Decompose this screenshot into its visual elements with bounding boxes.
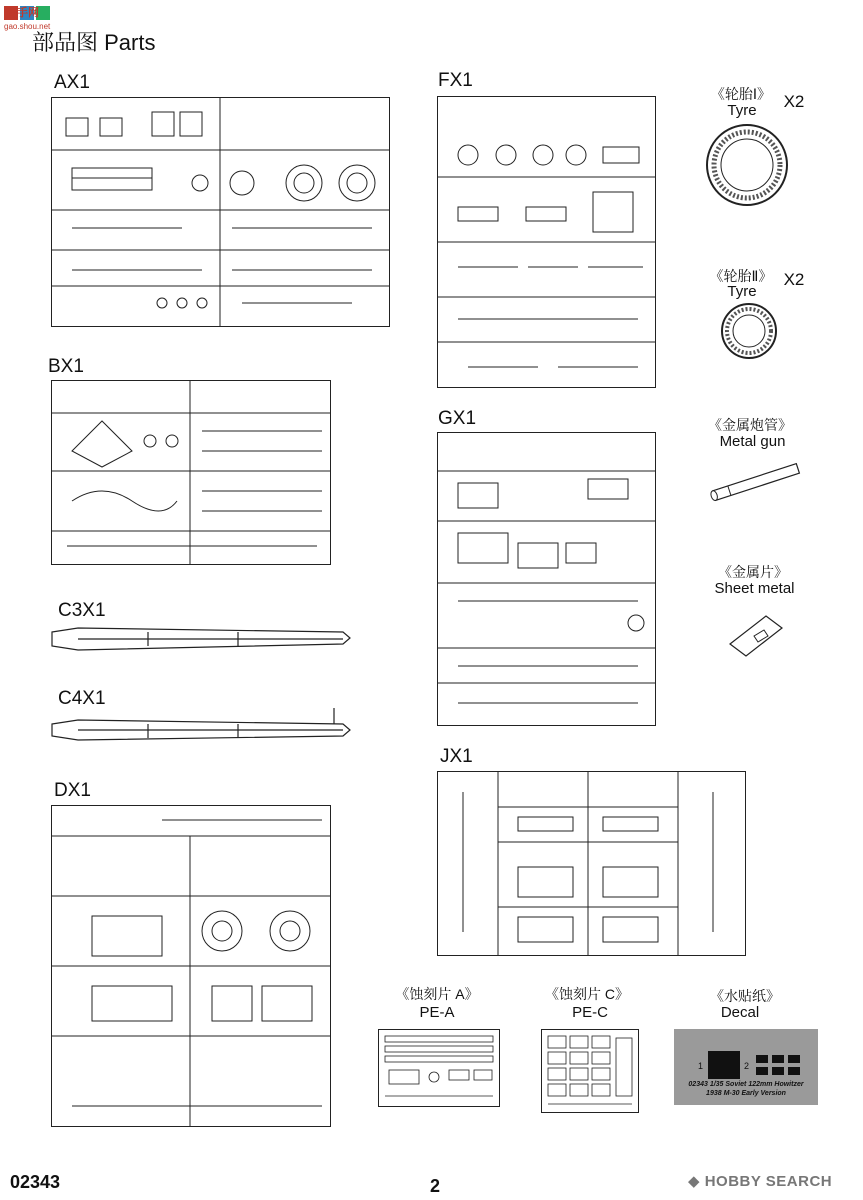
sprue-label-fx: FX1 <box>438 70 473 91</box>
sprue-ax-drawing <box>52 98 389 326</box>
sprue-fx-drawing <box>438 97 655 387</box>
watermark <box>688 1172 832 1190</box>
sprue-fx <box>437 96 656 388</box>
watermark-icon: ◆ <box>688 1173 705 1190</box>
pe-a-cn-label: 《蚀刻片 A》 <box>395 986 479 1002</box>
tyre1-image <box>704 122 790 208</box>
sprue-gx-drawing <box>438 433 655 725</box>
sprue-jx-drawing <box>438 772 745 955</box>
sprue-label-jx: JX1 <box>440 746 473 767</box>
sprue-gx <box>437 432 656 726</box>
logo-subtext: gao.shou.net <box>4 22 51 31</box>
product-code: 02343 <box>10 1172 61 1192</box>
tyre1-qty: X2 <box>783 92 805 111</box>
pe-c-image <box>541 1029 639 1113</box>
tyre-icon <box>704 122 790 208</box>
pe-c-fret-icon <box>542 1030 638 1112</box>
pe-c-cn-label: 《蚀刻片 C》 <box>545 986 629 1002</box>
page-title: 部品图 Parts <box>32 30 156 55</box>
decal-cn-label: 《水贴纸》 <box>710 988 780 1004</box>
pe-c-en-label: PE-C <box>572 1004 608 1021</box>
barrel-icon <box>706 462 806 502</box>
watermark-text: HOBBY SEARCH <box>704 1173 833 1190</box>
tyre-small-icon <box>720 302 778 360</box>
sheet-metal-icon <box>726 608 786 658</box>
metal-gun-en-label: Metal gun <box>719 433 786 450</box>
sprue-label-bx: BX1 <box>48 356 84 377</box>
sprue-c3x <box>48 624 353 654</box>
pe-a-fret-icon <box>379 1030 499 1106</box>
tyre2-en-label: Tyre <box>727 283 757 300</box>
tyre2-qty: X2 <box>783 270 805 289</box>
page-number: 2 <box>430 1176 441 1196</box>
pe-a-en-label: PE-A <box>419 1004 455 1021</box>
sprue-label-dx: DX1 <box>54 780 91 801</box>
tyre1-en-label: Tyre <box>727 102 757 119</box>
sprue-c4x-drawing <box>48 706 353 746</box>
metal-gun-cn-label: 《金属炮管》 <box>708 417 792 433</box>
decal-en-label: Decal <box>720 1004 760 1021</box>
sprue-bx-drawing <box>52 381 330 564</box>
pe-a-image <box>378 1029 500 1107</box>
sprue-bx <box>51 380 331 565</box>
sprue-ax <box>51 97 390 327</box>
logo-text: 高手网 <box>6 7 39 19</box>
svg-text:1: 1 <box>698 1061 704 1071</box>
tyre2-image <box>720 302 778 360</box>
tyre2-cn-label: 《轮胎Ⅱ》 <box>709 268 773 284</box>
sprue-label-ax: AX1 <box>54 72 90 93</box>
sheet-metal-image <box>726 608 786 658</box>
sprue-jx <box>437 771 746 956</box>
sprue-label-c3x: C3X1 <box>58 600 106 621</box>
sprue-c3x-drawing <box>48 624 353 654</box>
svg-text:2: 2 <box>744 1061 750 1071</box>
tyre1-cn-label: 《轮胎Ⅰ》 <box>710 86 772 102</box>
sprue-label-gx: GX1 <box>438 408 477 429</box>
sheet-metal-en-label: Sheet metal <box>714 580 795 597</box>
decal-caption-line2: 1938 M-30 Early Version <box>706 1090 786 1097</box>
decal-caption-line1: 02343 1/35 Soviet 122mm Howitzer <box>688 1081 804 1088</box>
sheet-metal-cn-label: 《金属片》 <box>718 564 788 580</box>
metal-gun-image <box>706 462 806 502</box>
sprue-dx <box>51 805 331 1127</box>
decal-sheet <box>674 1029 818 1105</box>
sprue-c4x <box>48 706 353 746</box>
sprue-label-c4x: C4X1 <box>58 688 106 709</box>
sprue-dx-drawing <box>52 806 330 1126</box>
